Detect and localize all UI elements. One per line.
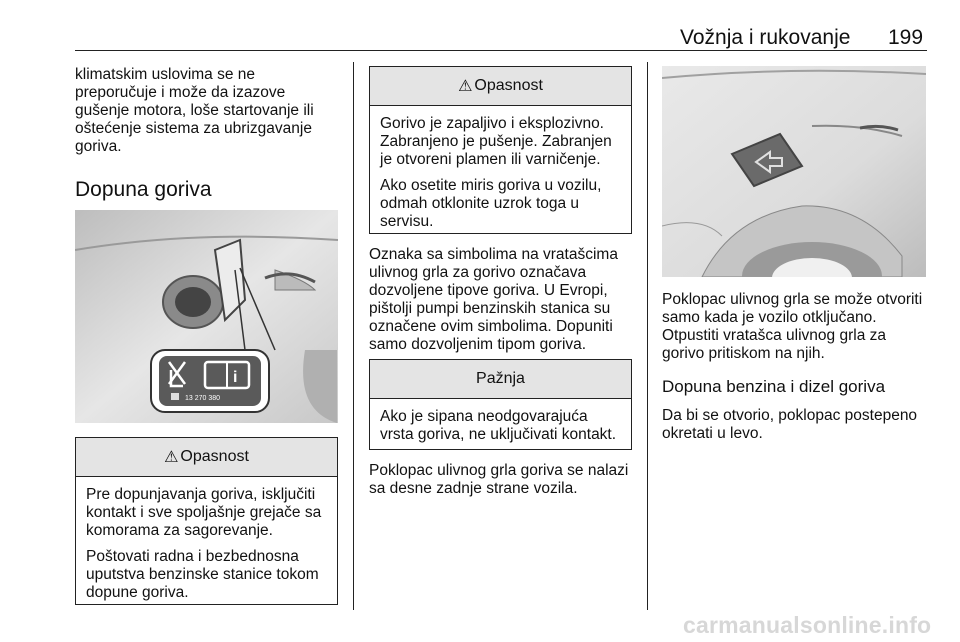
warning-title: Opasnost [474,77,543,94]
fuel-door-illustration [75,210,338,423]
right-column [662,291,932,451]
cap-paragraph: Da bi se otvorio, poklopac postepeno okretati u levo. [662,407,918,442]
fuel-door-drawing [75,210,338,423]
warning-body [370,106,631,231]
caution-title: Pažnja [476,370,525,387]
warning-header [76,438,337,477]
header-rule [75,50,927,51]
illustration-label-number: 13 270 380 [185,395,221,402]
warning-paragraph-1: Pre dopunjavanja goriva, isključiti kontakt i sve spoljašnje grejače sa komorama za sagorevanje. [86,486,322,539]
column-divider-left [353,62,354,610]
page-number: 199 [888,26,924,49]
warning-paragraph-1: Gorivo je zapaljivo i eksplozivno. Zabranjeno je pušenje. Zabranjen je otvoreni plamen ili varničenje. [380,115,612,168]
fuel-symbol-paragraph: Oznaka sa simbolima na vratašcima ulivnog grla za gorivo označava dozvoljene tipove goriva. U Evropi, pištolji pumpi benzinskih stanica su označene ovim simbolima. Dopuniti samo dozvoljenim tipom goriva. [369,246,618,353]
fuel-door-closed-illustration [662,66,926,277]
warning-box-fuel-flammable [369,66,632,234]
intro-paragraph: klimatskim uslovima se ne preporučuje i može da izazove gušenje motora, loše startovanje ili oštećenje sistema za ubrizgavanje goriva. [75,66,314,155]
left-column [75,66,337,202]
watermark-text: carmanualsonline.info [683,612,932,638]
svg-text:i: i [233,369,238,386]
section-heading: Dopuna goriva [75,178,212,201]
warning-triangle-icon: ⚠ [458,78,473,95]
press-paragraph: Otpustiti vratašca ulivnog grla za gorivo pritiskom na njih. [662,327,886,362]
column-divider-right [647,62,648,610]
unlock-paragraph: Poklopac ulivnog grla se može otvoriti samo kada je vozilo otključano. [662,291,923,326]
warning-header [370,67,631,106]
warning-title: Opasnost [180,448,249,465]
caution-box [369,359,632,450]
caution-body [370,399,631,444]
warning-triangle-icon: ⚠ [164,449,179,466]
subsection-heading: Dopuna benzina i dizel goriva [662,377,886,396]
warning-body [76,477,337,602]
warning-paragraph-2: Poštovati radna i bezbednosna uputstva benzinske stanice tokom dopune goriva. [86,548,319,601]
warning-paragraph-2: Ako osetite miris goriva u vozilu, odmah otklonite uzrok toga u servisu. [380,177,602,230]
caution-paragraph: Ako je sipana neodgovarajuća vrsta goriva, ne uključivati kontakt. [380,408,617,443]
middle-text-1 [369,246,634,362]
fuel-door-location-paragraph: Poklopac ulivnog grla goriva se nalazi sa desne zadnje strane vozila. [369,462,629,497]
warning-box-refuel [75,437,338,605]
middle-text-2 [369,462,634,506]
page-header-title: Vožnja i rukovanje [680,26,851,49]
fuel-door-closed-drawing [662,66,926,277]
caution-header [370,360,631,399]
